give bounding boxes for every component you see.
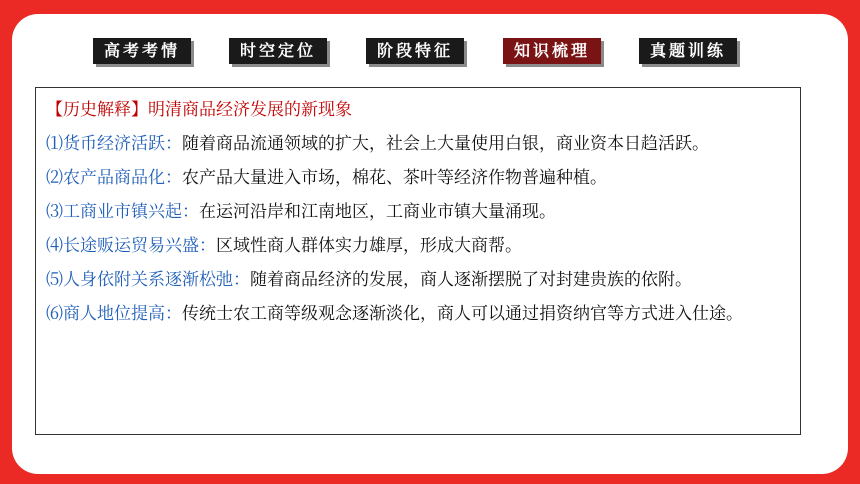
item-label: ⑹商人地位提高： <box>46 304 182 324</box>
explanation-box <box>35 87 801 435</box>
tab-bar <box>0 38 860 66</box>
item-text: 随着商品经济的发展，商人逐渐摆脱了对封建贵族的依附。 <box>250 270 692 290</box>
tab-time-space[interactable]: 时空定位 <box>229 38 327 64</box>
tab-exam-analysis[interactable]: 高考考情 <box>93 38 191 64</box>
tab-stage-features[interactable]: 阶段特征 <box>366 38 464 64</box>
tab-exam-practice[interactable]: 真题训练 <box>639 38 737 64</box>
list-item <box>46 263 790 297</box>
item-text: 传统士农工商等级观念逐渐淡化，商人可以通过捐资纳官等方式进入仕途。 <box>182 304 743 324</box>
list-item <box>46 229 790 263</box>
tab-knowledge-review[interactable]: 知识梳理 <box>503 38 601 64</box>
list-item <box>46 297 790 331</box>
item-text: 区域性商人群体实力雄厚，形成大商帮。 <box>216 236 522 256</box>
item-label: ⑵农产品商品化： <box>46 168 182 188</box>
list-item <box>46 161 790 195</box>
item-text: 农产品大量进入市场，棉花、茶叶等经济作物普遍种植。 <box>182 168 607 188</box>
item-text: 随着商品流通领域的扩大，社会上大量使用白银，商业资本日趋活跃。 <box>182 134 709 154</box>
section-heading: 【历史解释】明清商品经济发展的新现象 <box>46 100 352 120</box>
item-label: ⑷长途贩运贸易兴盛： <box>46 236 216 256</box>
list-item <box>46 127 790 161</box>
item-label: ⑶工商业市镇兴起： <box>46 202 199 222</box>
list-item <box>46 195 790 229</box>
item-label: ⑴货币经济活跃： <box>46 134 182 154</box>
item-text: 在运河沿岸和江南地区，工商业市镇大量涌现。 <box>199 202 556 222</box>
item-label: ⑸人身依附关系逐渐松弛： <box>46 270 250 290</box>
